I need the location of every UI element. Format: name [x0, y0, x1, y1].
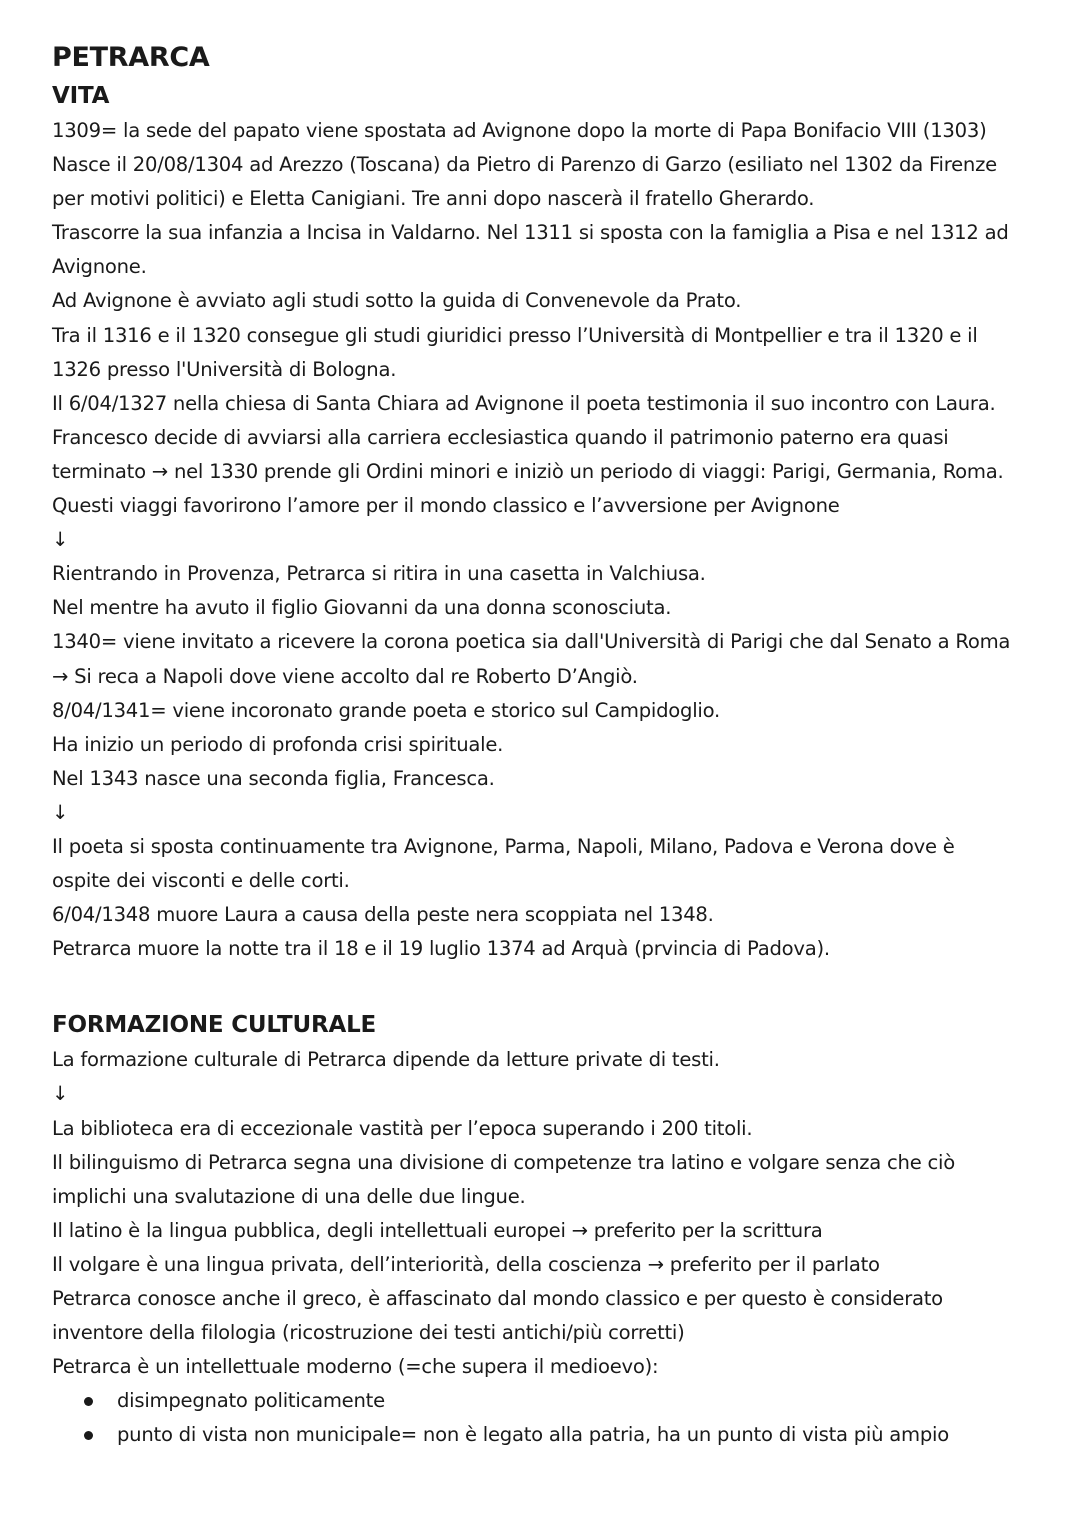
- text-line: Il 6/04/1327 nella chiesa di Santa Chiara ad Avignone il poeta testimonia il suo incontro con Laura.: [52, 391, 996, 415]
- text-line: Petrarca muore la notte tra il 18 e il 19 luglio 1374 ad Arquà (prvincia di Padova).: [52, 937, 830, 961]
- text-line: Francesco decide di avviarsi alla carriera ecclesiastica quando il patrimonio paterno era quasi: [52, 425, 949, 449]
- down-arrow-icon: ↓: [52, 528, 69, 552]
- text-line: Ha inizio un periodo di profonda crisi spirituale.: [52, 732, 504, 756]
- text-line: 1309= la sede del papato viene spostata ad Avignone dopo la morte di Papa Bonifacio VIII (1303): [52, 119, 987, 142]
- document-page: [52, 38, 1042, 1452]
- text-line: inventore della filologia (ricostruzione dei testi antichi/più corretti): [52, 1321, 685, 1345]
- vita-body: [52, 114, 1042, 966]
- bullet-icon: [84, 1397, 93, 1406]
- down-arrow-icon: ↓: [52, 1082, 69, 1106]
- text-line: Nel 1343 nasce una seconda figlia, Francesca.: [52, 766, 495, 790]
- text-line: Il bilinguismo di Petrarca segna una divisione di competenze tra latino e volgare senza che ciò: [52, 1150, 955, 1174]
- text-line: Avignone.: [52, 255, 147, 279]
- text-line: Tra il 1316 e il 1320 consegue gli studi giuridici presso l’Università di Montpellier e tra il 1320 e il: [52, 323, 978, 347]
- text-line: La formazione culturale di Petrarca dipende da letture private di testi.: [52, 1048, 720, 1072]
- bullet-list: [52, 1384, 1042, 1452]
- text-line: terminato → nel 1330 prende gli Ordini minori e iniziò un periodo di viaggi: Parigi, Germania, Roma.: [52, 459, 1004, 483]
- text-line: Ad Avignone è avviato agli studi sotto la guida di Convenevole da Prato.: [52, 289, 742, 313]
- text-line: 1326 presso l'Università di Bologna.: [52, 357, 397, 381]
- list-item: [84, 1384, 1042, 1418]
- text-line: 6/04/1348 muore Laura a causa della peste nera scoppiata nel 1348.: [52, 903, 714, 927]
- bullet-icon: [84, 1431, 93, 1440]
- text-line: Nel mentre ha avuto il figlio Giovanni da una donna sconosciuta.: [52, 596, 672, 620]
- section-vita: [52, 78, 1042, 966]
- text-line: Nasce il 20/08/1304 ad Arezzo (Toscana) da Pietro di Parenzo di Garzo (esiliato nel 1302 da Firenze: [52, 153, 997, 177]
- text-line: Rientrando in Provenza, Petrarca si ritira in una casetta in Valchiusa.: [52, 562, 706, 586]
- text-line: Il volgare è una lingua privata, dell’interiorità, della coscienza → preferito per il parlato: [52, 1252, 880, 1276]
- section-heading-vita: VITA: [52, 83, 110, 109]
- formazione-body: [52, 1043, 1042, 1384]
- list-item-text: punto di vista non municipale= non è legato alla patria, ha un punto di vista più ampio: [117, 1423, 949, 1447]
- text-line: ospite dei visconti e delle corti.: [52, 869, 350, 893]
- text-line: La biblioteca era di eccezionale vastità per l’epoca superando i 200 titoli.: [52, 1116, 753, 1140]
- section-heading-formazione: FORMAZIONE CULTURALE: [52, 1012, 377, 1039]
- text-line: Questi viaggi favorirono l’amore per il mondo classico e l’avversione per Avignone: [52, 494, 840, 518]
- text-line: 1340= viene invitato a ricevere la corona poetica sia dall'Università di Parigi che dal Senato a Roma: [52, 630, 1011, 654]
- text-line: implichi una svalutazione di una delle due lingue.: [52, 1184, 526, 1208]
- section-formazione-culturale: [52, 1007, 1042, 1452]
- text-line: → Si reca a Napoli dove viene accolto dal re Roberto D’Angiò.: [52, 664, 638, 688]
- text-line: Petrarca è un intellettuale moderno (=che supera il medioevo):: [52, 1355, 659, 1379]
- text-line: Il poeta si sposta continuamente tra Avignone, Parma, Napoli, Milano, Padova e Verona dove è: [52, 834, 955, 858]
- document-title: PETRARCA: [52, 42, 210, 73]
- text-line: Petrarca conosce anche il greco, è affascinato dal mondo classico e per questo è considerato: [52, 1287, 943, 1310]
- text-line: 8/04/1341= viene incoronato grande poeta e storico sul Campidoglio.: [52, 698, 720, 722]
- list-item: [84, 1418, 1042, 1452]
- down-arrow-icon: ↓: [52, 800, 69, 824]
- text-line: per motivi politici) e Eletta Canigiani. Tre anni dopo nascerà il fratello Gherardo.: [52, 187, 815, 211]
- list-item-text: disimpegnato politicamente: [117, 1389, 385, 1413]
- text-line: Il latino è la lingua pubblica, degli intellettuali europei → preferito per la scrittura: [52, 1218, 823, 1242]
- text-line: Trascorre la sua infanzia a Incisa in Valdarno. Nel 1311 si sposta con la famiglia a Pisa e nel 1312 ad: [52, 221, 1009, 245]
